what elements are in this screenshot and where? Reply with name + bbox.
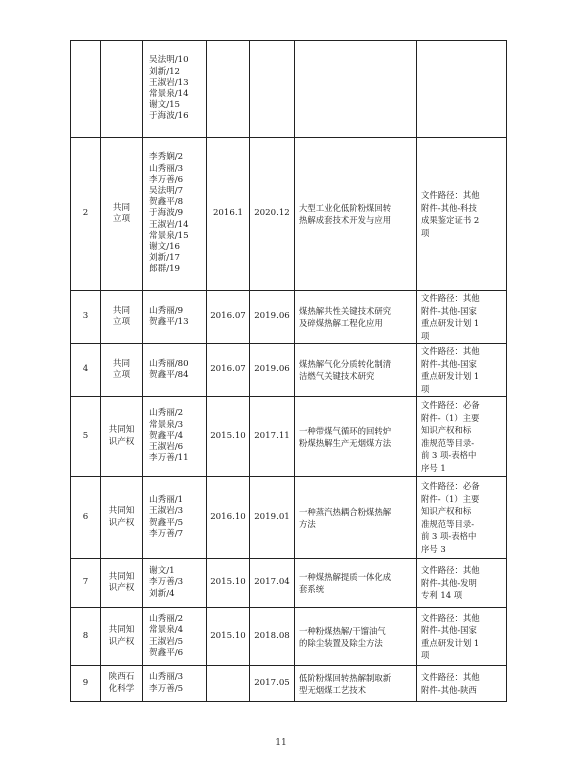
project-title-cell	[295, 608, 417, 666]
file-path-note-cell	[417, 138, 507, 291]
project-type-line: 共同知	[108, 506, 135, 517]
project-type-line: 共同	[112, 202, 131, 213]
project-title-line: 的除尘装置及除尘方法	[299, 637, 383, 648]
project-type-line: 立项	[112, 317, 131, 327]
participant-entry: 李万善/7	[149, 528, 184, 539]
file-path-note-line: 文件路径：必备	[421, 400, 480, 410]
row-number-cell: 6	[71, 477, 101, 559]
project-title-line: 方法	[299, 518, 316, 529]
end-date-cell: 2017.05	[250, 666, 295, 702]
table-row	[71, 559, 507, 608]
participant-entry: 王淑岩/3	[149, 506, 184, 517]
participants-cell	[143, 666, 207, 702]
file-path-note-cell	[417, 344, 507, 397]
project-title-line: 一种煤热解提质一体化成	[299, 572, 392, 582]
start-date-cell	[207, 666, 250, 702]
participant-entry: 贺鑫平/5	[149, 517, 184, 528]
participant-entry: 贺鑫平/84	[149, 370, 189, 380]
participant-entry: 王淑岩/5	[149, 636, 184, 647]
start-date-cell: 2016.1	[207, 138, 250, 291]
participant-entry: 吴法明/10	[149, 55, 189, 66]
project-type-line: 陕西石	[108, 672, 135, 683]
project-title-cell	[295, 344, 417, 397]
participant-entry: 山秀丽/3	[149, 163, 184, 174]
project-type-cell	[101, 41, 143, 138]
project-title-cell	[295, 138, 417, 291]
start-date-cell: 2016.10	[207, 477, 250, 559]
project-title-line: 大型工业化低阶粉煤回转	[299, 203, 392, 213]
project-type-cell	[101, 477, 143, 559]
participant-entry: 李万善/11	[149, 453, 189, 464]
page-number: 11	[275, 738, 287, 748]
participant-entry: 常景泉/4	[149, 625, 184, 636]
file-path-note-line: 文件路径：必备	[421, 481, 480, 491]
end-date-cell: 2018.08	[250, 608, 295, 666]
achievement-table	[70, 40, 507, 702]
file-path-note-cell	[417, 41, 507, 138]
project-type-line: 共同知	[108, 625, 135, 636]
project-title-cell	[295, 41, 417, 138]
participant-entry: 贺鑫平/4	[149, 430, 184, 441]
file-path-note-line: 项	[421, 383, 430, 394]
participant-entry: 刘新/4	[149, 588, 175, 599]
file-path-note-line: 序号 1	[421, 462, 446, 473]
participant-entry: 于海波/16	[149, 111, 189, 122]
project-type-line: 化科学	[108, 683, 135, 694]
project-type-cell	[101, 608, 143, 666]
row-number-cell	[71, 41, 101, 138]
project-title-line: 粉煤热解生产无烟煤方法	[299, 437, 392, 448]
participants-cell	[143, 397, 207, 477]
participant-entry: 李万善/5	[149, 683, 184, 694]
participant-entry: 贺鑫平/6	[149, 647, 184, 658]
participants-cell	[143, 608, 207, 666]
participant-entry: 刘新/17	[149, 253, 181, 264]
participant-entry: 常景泉/3	[149, 419, 184, 430]
project-title-line: 型无烟煤工艺技术	[299, 684, 366, 695]
project-type-line: 识产权	[108, 636, 135, 647]
participant-entry: 王淑岩/6	[149, 442, 184, 453]
file-path-note-line: 附件-其他-国家	[421, 358, 477, 369]
project-title-line: 热解成套技术开发与应用	[299, 215, 392, 225]
table-row	[71, 138, 507, 291]
file-path-note-line: 成果鉴定证书 2	[421, 215, 480, 225]
participant-entry: 李万善/3	[149, 577, 184, 588]
file-path-note-line: 附件-其他-国家	[421, 305, 477, 316]
file-path-note-cell	[417, 291, 507, 344]
row-number-cell: 5	[71, 397, 101, 477]
participants-cell	[143, 138, 207, 291]
participant-entry: 郎群/19	[149, 264, 181, 275]
table-row	[71, 41, 507, 138]
project-title-line: 一种带煤气循环的回转炉	[299, 425, 392, 436]
table-row	[71, 397, 507, 477]
row-number-cell: 2	[71, 138, 101, 291]
file-path-note-line: 知识产权和标	[421, 425, 472, 435]
file-path-note-line: 附件-其他-发明	[421, 577, 477, 588]
participant-entry: 李秀娴/2	[149, 152, 184, 163]
participant-entry: 谢文/1	[149, 566, 175, 577]
file-path-note-line: 文件路径：其他	[421, 190, 480, 200]
participant-entry: 山秀丽/2	[149, 408, 184, 419]
project-type-line: 识产权	[108, 436, 135, 447]
file-path-note-line: 项	[421, 227, 430, 238]
project-type-line: 识产权	[108, 517, 135, 528]
participant-entry: 常景泉/14	[149, 89, 189, 99]
project-type-line: 共同知	[108, 571, 135, 582]
file-path-note-cell	[417, 608, 507, 666]
participant-entry: 刘新/12	[149, 66, 181, 77]
participant-entry: 李万善/6	[149, 174, 184, 185]
project-title-line: 套系统	[299, 584, 325, 594]
end-date-cell: 2019.06	[250, 291, 295, 344]
project-title-cell	[295, 666, 417, 702]
start-date-cell: 2015.10	[207, 559, 250, 608]
project-title-cell	[295, 559, 417, 608]
project-type-line: 立项	[112, 370, 131, 380]
end-date-cell: 2017.11	[250, 397, 295, 477]
project-title-line: 煤热解气化分质转化制清	[299, 359, 392, 369]
file-path-note-cell	[417, 477, 507, 559]
file-path-note-line: 文件路径：其他	[421, 346, 480, 356]
end-date-cell: 2019.01	[250, 477, 295, 559]
project-title-line: 低阶粉煤回转热解制取新	[299, 672, 392, 683]
project-title-line: 一种粉煤热解/干馏油气	[299, 625, 386, 636]
end-date-cell: 2019.06	[250, 344, 295, 397]
file-path-note-line: 文件路径：其他	[421, 672, 480, 682]
start-date-cell: 2015.10	[207, 397, 250, 477]
project-type-cell	[101, 397, 143, 477]
table-row	[71, 291, 507, 344]
file-path-note-line: 专利 14 项	[421, 590, 463, 601]
participant-entry: 谢文/15	[149, 100, 181, 111]
file-path-note-line: 附件-其他-国家	[421, 625, 477, 635]
file-path-note-cell	[417, 397, 507, 477]
project-type-line: 立项	[112, 214, 131, 224]
file-path-note-cell	[417, 666, 507, 702]
participant-entry: 山秀丽/3	[149, 672, 184, 683]
row-number-cell: 9	[71, 666, 101, 702]
file-path-note-line: 附件-（1）主要	[421, 493, 480, 504]
file-path-note-line: 序号 3	[421, 543, 446, 554]
project-type-line: 共同	[112, 305, 131, 316]
file-path-note-cell	[417, 559, 507, 608]
table-row	[71, 344, 507, 397]
file-path-note-line: 项	[421, 330, 430, 341]
file-path-note-line: 前 3 项-表格中	[421, 450, 477, 460]
participant-entry: 吴法明/7	[149, 185, 184, 196]
file-path-note-line: 文件路径：其他	[421, 565, 480, 576]
row-number-cell: 8	[71, 608, 101, 666]
participants-cell	[143, 344, 207, 397]
participant-entry: 贺鑫平/13	[149, 317, 189, 327]
end-date-cell	[250, 41, 295, 138]
row-number-cell: 4	[71, 344, 101, 397]
start-date-cell: 2016.07	[207, 344, 250, 397]
participant-entry: 常景泉/15	[149, 230, 189, 241]
project-title-line: 煤热解共性关键技术研究	[299, 306, 392, 316]
project-type-line: 共同	[112, 358, 131, 369]
participant-entry: 王淑岩/13	[149, 77, 189, 88]
project-type-cell	[101, 291, 143, 344]
project-title-cell	[295, 291, 417, 344]
participant-entry: 谢文/16	[149, 242, 181, 252]
table-row	[71, 608, 507, 666]
file-path-note-line: 附件-其他-陕西	[421, 684, 477, 695]
file-path-note-line: 前 3 项-表格中	[421, 531, 477, 541]
file-path-note-line: 文件路径：其他	[421, 293, 480, 303]
project-type-cell	[101, 666, 143, 702]
file-path-note-line: 附件-（1）主要	[421, 412, 480, 423]
project-title-cell	[295, 397, 417, 477]
end-date-cell: 2017.04	[250, 559, 295, 608]
project-type-cell	[101, 138, 143, 291]
participant-entry: 王淑岩/14	[149, 219, 189, 230]
participant-entry: 山秀丽/80	[149, 358, 189, 369]
end-date-cell: 2020.12	[250, 138, 295, 291]
file-path-note-line: 重点研发计划 1	[421, 318, 480, 328]
participants-cell	[143, 559, 207, 608]
project-type-cell	[101, 559, 143, 608]
participant-entry: 山秀丽/1	[149, 495, 184, 506]
file-path-note-line: 项	[421, 650, 430, 660]
file-path-note-line: 文件路径：其他	[421, 612, 480, 623]
file-path-note-line: 知识产权和标	[421, 506, 472, 516]
project-type-line: 共同知	[108, 425, 135, 436]
participant-entry: 贺鑫平/8	[149, 197, 184, 208]
table-row	[71, 477, 507, 559]
start-date-cell	[207, 41, 250, 138]
participant-entry: 山秀丽/9	[149, 305, 184, 316]
start-date-cell: 2015.10	[207, 608, 250, 666]
project-title-line: 一种蒸汽热耦合粉煤热解	[299, 506, 392, 517]
participants-cell	[143, 291, 207, 344]
project-title-cell	[295, 477, 417, 559]
row-number-cell: 3	[71, 291, 101, 344]
project-title-line: 洁燃气关键技术研究	[299, 371, 375, 381]
file-path-note-line: 重点研发计划 1	[421, 371, 480, 381]
participants-cell	[143, 477, 207, 559]
project-type-cell	[101, 344, 143, 397]
file-path-note-line: 准规范等目录-	[421, 518, 475, 529]
table-body	[71, 41, 507, 702]
project-title-line: 及碎煤热解工程化应用	[299, 318, 383, 328]
file-path-note-line: 准规范等目录-	[421, 437, 475, 448]
row-number-cell: 7	[71, 559, 101, 608]
participant-entry: 山秀丽/2	[149, 614, 184, 625]
file-path-note-line: 附件-其他-科技	[421, 202, 477, 213]
participants-cell	[143, 41, 207, 138]
start-date-cell: 2016.07	[207, 291, 250, 344]
participant-entry: 于海波/9	[149, 208, 184, 219]
project-type-line: 识产权	[108, 583, 135, 593]
file-path-note-line: 重点研发计划 1	[421, 637, 480, 648]
table-row	[71, 666, 507, 702]
